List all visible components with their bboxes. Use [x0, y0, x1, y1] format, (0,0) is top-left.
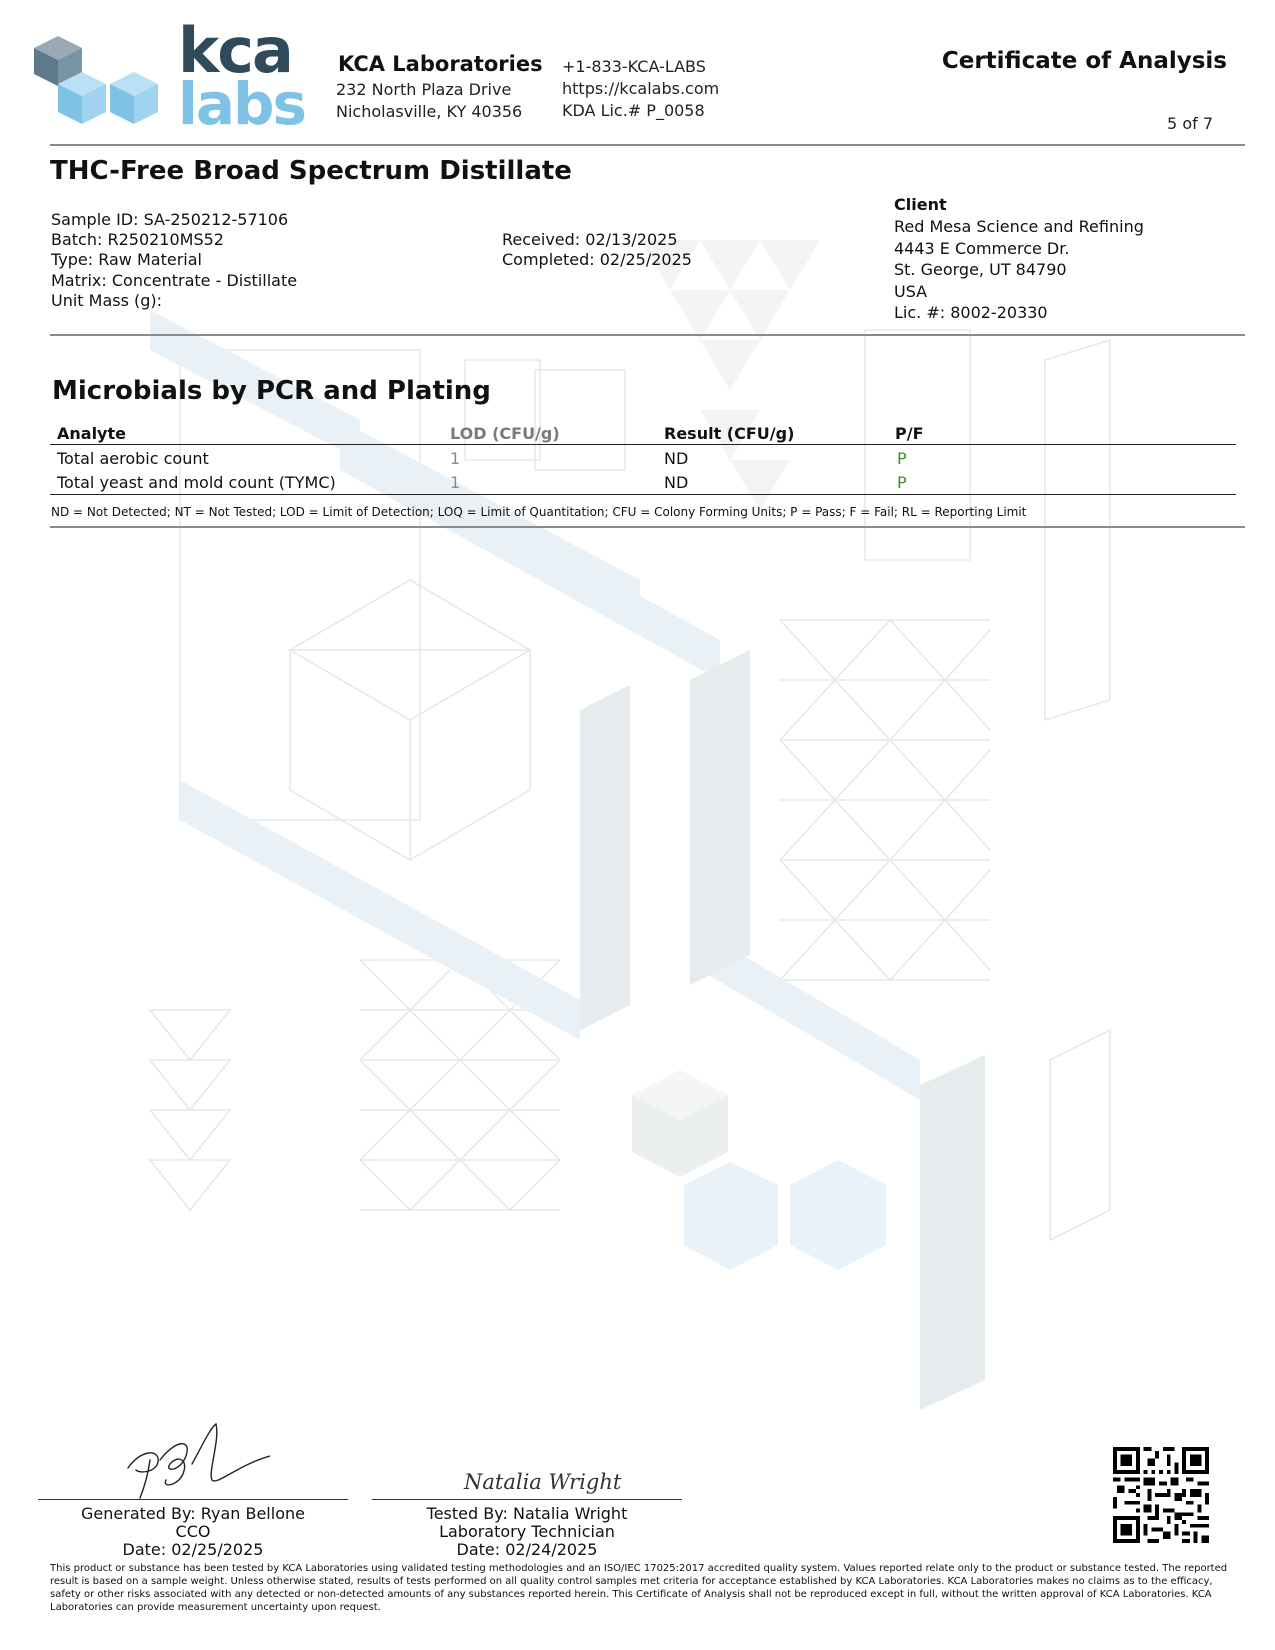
header-divider — [50, 144, 1245, 146]
logo-text-labs: labs — [178, 70, 306, 138]
product-name: THC-Free Broad Spectrum Distillate — [50, 156, 572, 186]
signature-line-tested — [372, 1499, 682, 1500]
sample-info-divider — [50, 334, 1245, 336]
matrix: Matrix: Concentrate - Distillate — [51, 271, 298, 290]
result-cell: ND — [664, 449, 689, 468]
client-license: Lic. #: 8002-20330 — [894, 303, 1048, 322]
client-heading: Client — [894, 195, 947, 214]
analyte-cell: Total aerobic count — [57, 449, 209, 468]
client-country: USA — [894, 282, 928, 301]
client-name: Red Mesa Science and Refining — [894, 217, 1144, 236]
table-legend-divider — [50, 526, 1245, 528]
column-header-lod: LOD (CFU/g) — [450, 424, 560, 443]
lab-website[interactable]: https://kcalabs.com — [562, 79, 720, 98]
tested-date: Date: 02/24/2025 — [456, 1540, 598, 1559]
client-city: St. George, UT 84790 — [894, 260, 1067, 279]
pass-fail-cell: P — [897, 449, 907, 468]
signature-ryan-bellone — [120, 1420, 270, 1500]
section-title: Microbials by PCR and Plating — [52, 376, 491, 406]
lod-cell: 1 — [450, 449, 461, 468]
analyte-cell: Total yeast and mold count (TYMC) — [57, 473, 336, 492]
sample-type: Type: Raw Material — [51, 250, 202, 269]
lab-license: KDA Lic.# P_0058 — [562, 101, 705, 120]
lab-phone: +1-833-KCA-LABS — [562, 57, 706, 76]
column-header-pf: P/F — [895, 424, 924, 443]
table-bottom-rule — [50, 494, 1236, 495]
document-title: Certificate of Analysis — [941, 48, 1227, 74]
lab-address-line2: Nicholasville, KY 40356 — [336, 102, 523, 121]
lab-name: KCA Laboratories — [338, 52, 543, 76]
generated-title: CCO — [175, 1522, 211, 1541]
pass-fail-cell: P — [897, 473, 907, 492]
result-cell: ND — [664, 473, 689, 492]
page-number: 5 of 7 — [1167, 114, 1213, 133]
generated-by: Generated By: Ryan Bellone — [81, 1504, 305, 1523]
kca-labs-logo — [30, 14, 310, 138]
generated-date: Date: 02/25/2025 — [122, 1540, 264, 1559]
lab-address-line1: 232 North Plaza Drive — [336, 80, 512, 99]
lod-cell: 1 — [450, 473, 461, 492]
received-date: Received: 02/13/2025 — [502, 230, 678, 249]
qr-code-icon[interactable] — [1113, 1447, 1209, 1543]
sample-id: Sample ID: SA-250212-57106 — [51, 210, 289, 229]
signature-line-generated — [38, 1499, 348, 1500]
disclaimer-text: This product or substance has been tested by KCA Laboratories using validated testing methodologies and an ISO/IEC 17025:2017 accredited quality system. Values reported relate only to the product or substance tested. The reported result is based on a sample weight. Unless otherwise stated, results of tests performed on all quality control samples met criteria for acceptance established by KCA Laboratories. KCA Laboratories makes no claims as to the efficacy, safety or other risks associated with any detected or non-detected amounts of any substances reported herein. This Certificate of Analysis shall not be reproduced except in full, without the written approval of KCA Laboratories. KCA Laboratories can provide measurement uncertainty upon request. — [50, 1563, 1228, 1613]
batch: Batch: R250210MS52 — [51, 230, 224, 249]
unit-mass: Unit Mass (g): — [51, 291, 163, 310]
abbreviation-legend: ND = Not Detected; NT = Not Tested; LOD = Limit of Detection; LOQ = Limit of Quantitation; CFU = Colony Forming Units; P = Pass; F = Fail; RL = Reporting Limit — [51, 505, 1027, 519]
column-header-analyte: Analyte — [57, 424, 126, 443]
column-header-result: Result (CFU/g) — [664, 424, 795, 443]
client-street: 4443 E Commerce Dr. — [894, 239, 1070, 258]
completed-date: Completed: 02/25/2025 — [502, 250, 692, 269]
tested-title: Laboratory Technician — [439, 1522, 615, 1541]
logo-text-kca: kca — [178, 14, 292, 87]
signature-natalia-wright: Natalia Wright — [464, 1470, 622, 1494]
tested-by: Tested By: Natalia Wright — [426, 1504, 628, 1523]
table-header-rule — [50, 444, 1236, 445]
